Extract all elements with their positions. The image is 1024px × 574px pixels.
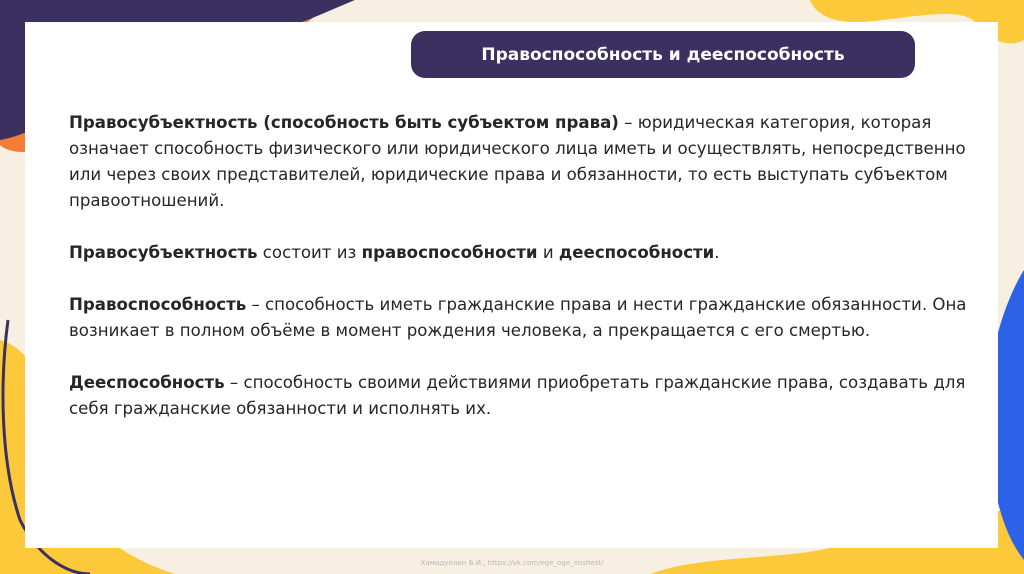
term-bold: Правосубъектность <box>69 243 258 262</box>
term-bold: правоспособности <box>361 243 538 262</box>
term-bold: Правоспособность <box>69 295 247 314</box>
term-bold: Дееспособность <box>69 373 225 392</box>
main-text <box>69 110 969 448</box>
paragraph <box>69 110 969 214</box>
term-bold: дееспособности <box>558 243 715 262</box>
page-title: Правоспособность и дееспособность <box>481 44 845 65</box>
text-run: и <box>537 243 559 262</box>
paragraph <box>69 292 969 344</box>
text-run: – юридическая категория, которая означает способность физического или юридического лица иметь и осуществлять, непосредственно или через своих представителей, юридические права и обязанности, то есть выступать субъектом правоотношений. <box>69 113 966 210</box>
text-run: – способность иметь гражданские права и нести гражданские обязанности. Она возникает в полном объёме в момент рождения человека, а прекращается с его смертью. <box>69 295 967 340</box>
title-banner <box>411 31 915 78</box>
text-run: . <box>714 243 720 262</box>
text-run: состоит из <box>257 243 362 262</box>
text-run: – способность своими действиями приобретать гражданские права, создавать для себя гражданские обязанности и исполнять их. <box>69 373 966 418</box>
paragraph <box>69 240 969 266</box>
paragraph <box>69 370 969 422</box>
term-bold: Правосубъектность (способность быть субъектом права) <box>69 113 619 132</box>
footer-credit: Хамидуллин Б.И., https://vk.com/ege_oge_obshest/ <box>420 559 604 567</box>
